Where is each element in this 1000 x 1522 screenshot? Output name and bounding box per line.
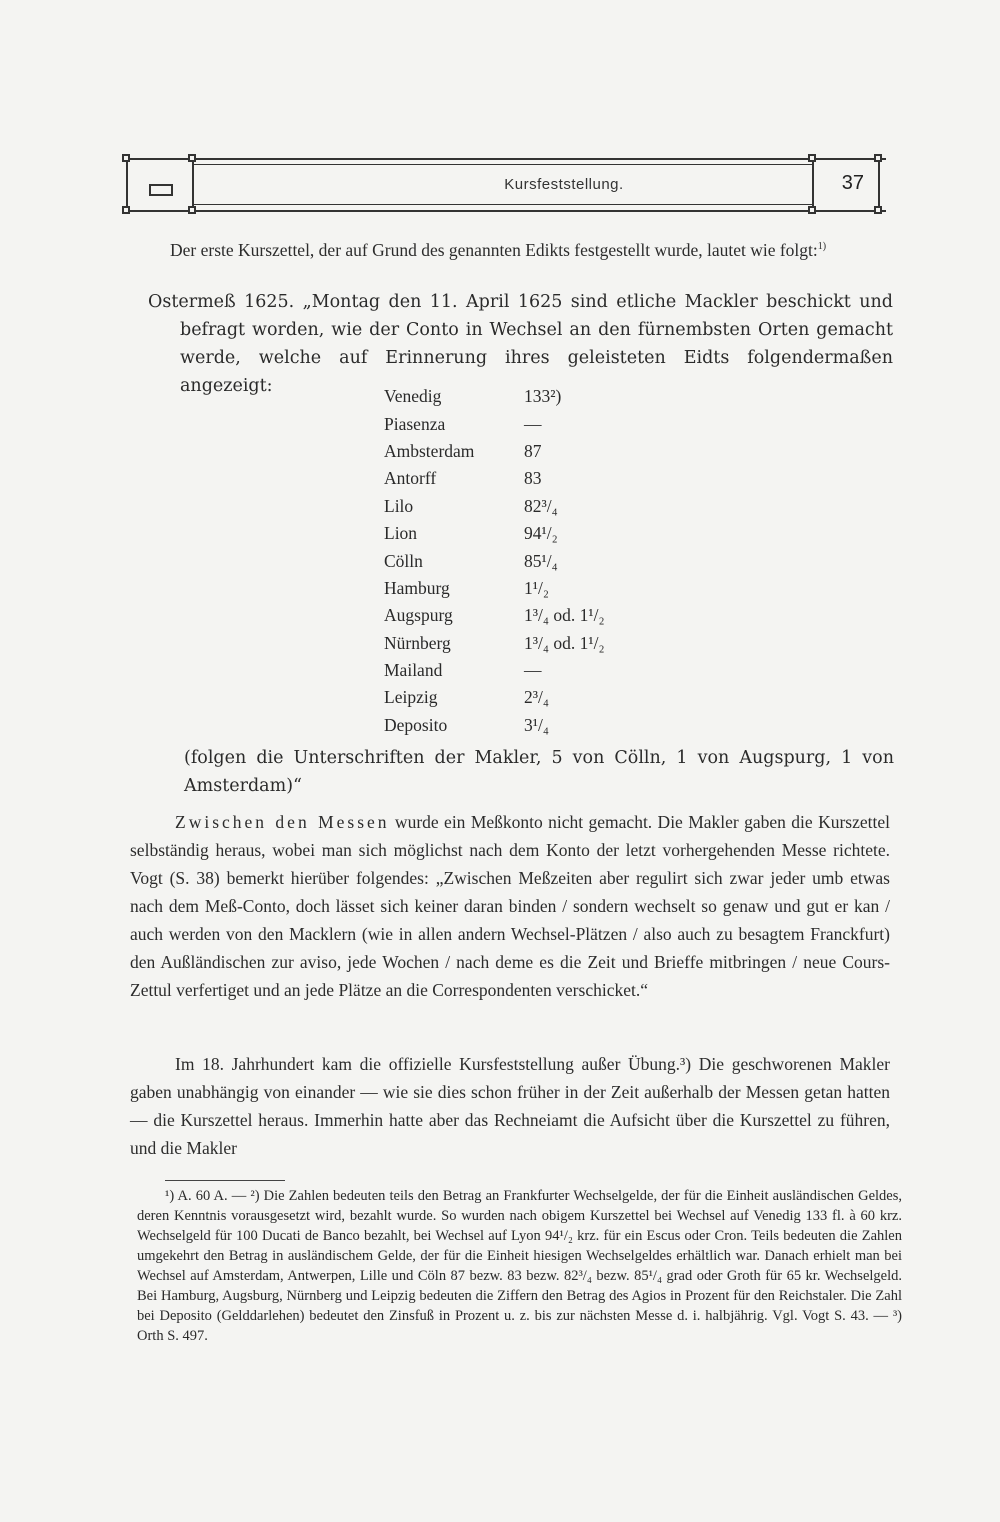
rate-value: 94¹/₂ <box>524 523 558 544</box>
page-header <box>122 154 886 216</box>
spaced-phrase: Zwischen den Messen <box>175 812 390 832</box>
table-row <box>380 493 605 520</box>
table-row <box>380 520 605 547</box>
rate-value: 1³/₄ od. 1¹/₂ <box>524 632 605 653</box>
paragraph-2-text: Im 18. Jahrhundert kam die offizielle Kursfeststellung außer Übung.³) Die geschworenen Makler gaben unabhängig von einander — wie sie dies schon früher in der Zeit außerhalb der Messen getan hatten — die Kurszettel heraus. Immerhin hatte aber das Rechneiamt die Aufsicht über die Kurszettel zu führen, und die Makler <box>130 1054 890 1158</box>
intro-text: Der erste Kurszettel, der auf Grund des genannten Edikts festgestellt wurde, lautet wie folgt: <box>170 240 818 260</box>
place-name: Antorff <box>384 468 437 489</box>
table-row <box>380 630 605 657</box>
rate-value: 83 <box>524 468 542 489</box>
table-row <box>380 575 605 602</box>
intro-paragraph <box>130 236 892 264</box>
rate-value: 87 <box>524 440 542 461</box>
signatures-text: (folgen die Unterschriften der Makler, 5 von Cölln, 1 von Augspurg, 1 von Amsterdam)“ <box>184 748 894 796</box>
rate-value: — <box>524 660 542 681</box>
place-name: Mailand <box>384 660 443 681</box>
place-name: Piasenza <box>384 413 446 434</box>
running-title: Kursfeststellung. <box>504 176 624 193</box>
table-row <box>380 684 605 711</box>
paragraph-between-fairs <box>130 808 890 1004</box>
header-ornament-icon <box>149 184 173 196</box>
rate-value: 85¹/₄ <box>524 550 558 571</box>
rate-value: 1¹/₂ <box>524 577 549 598</box>
footnote-ref-1: 1) <box>817 241 827 253</box>
table-row <box>380 547 605 574</box>
footnotes <box>137 1186 902 1346</box>
table-row <box>380 657 605 684</box>
rate-value: 2³/₄ <box>524 687 549 708</box>
exchange-rate-table <box>380 383 605 739</box>
footnote-divider <box>165 1180 285 1181</box>
paragraph-1-text: wurde ein Meßkonto nicht gemacht. Die Makler gaben die Kurszettel selbständig heraus, wobei man sich möglichst nach dem Konto der letzt vorhergehenden Messe richtete. Vogt (S. 38) bemerkt hierüber folgendes: „Zwischen Meßzeiten aber regulirt sich zwar jeder umb etwas nach dem Meß-Conto, doch lässet sich keiner daran binden / sondern wechselt so genaw und gut er kan / auch werden von den Macklern (wie in allen andern Wechsel-Plätzen / also auch zu besagtem Franckfurt) den Außländischen zur aviso, jede Wochen / nach deme es die Zeit und Brieffe mitbringen / neue Cours-Zettul verfertiget und an jede Plätze an die Correspondenten verschicket.“ <box>130 812 890 1000</box>
paragraph-18th-century <box>130 1050 890 1162</box>
rate-value: 1³/₄ od. 1¹/₂ <box>524 605 605 626</box>
table-row <box>380 410 605 437</box>
table-row <box>380 383 605 410</box>
place-name: Nürnberg <box>384 632 451 653</box>
quote-lead-text: Ostermeß 1625. „Montag den 11. April 1625 sind etliche Mackler beschickt und befragt worden, wie der Conto in Wechsel an den fürnembsten Orten gemacht werde, welche auf Erinnerung ihres geleisteten Eidts folgendermaßen angezeigt: <box>148 292 893 396</box>
page-number: 37 <box>841 172 864 194</box>
place-name: Leipzig <box>384 687 438 708</box>
rate-value: — <box>524 413 542 434</box>
place-name: Augspurg <box>384 605 453 626</box>
place-name: Ambsterdam <box>384 440 475 461</box>
table-row <box>380 438 605 465</box>
rate-value: 133²) <box>524 386 562 407</box>
place-name: Lion <box>384 523 418 544</box>
place-name: Deposito <box>384 714 448 735</box>
table-row <box>380 602 605 629</box>
table-row <box>380 465 605 492</box>
footnotes-text: ¹) A. 60 A. — ²) Die Zahlen bedeuten teils den Betrag an Frankfurter Wechselgelde, der für die Einheit ausländischen Geldes, deren Kenntnis vorausgesetzt wird, bezahlt wurde. So wurden nach obigem Kurszettel bei Wechsel auf Venedig 133 fl. à 60 krz. Wechselgeld für 100 Ducati de Banco bezahlt, bei Wechsel auf Lyon 94¹/₂ krz. für ein Escus oder Cron. Teils bedeuten die Zahlen umgekehrt den Betrag in ausländischem Gelde, der für die Einheit hiesigen Wechselgeldes erhältlich war. Danach erhielt man bei Wechsel auf Amsterdam, Antwerpen, Lille und Cöln 87 bezw. 83 bezw. 82³/₄ bezw. 85¹/₄ grad oder Groth für 65 kr. Wechselgeld. Bei Hamburg, Augsburg, Nürnberg und Leipzig bedeuten die Ziffern den Betrag des Agios in Prozent für den Reichstaler. Die Zahl bei Deposito (Gelddarlehen) bedeutet den Zinsfuß in Prozent u. z. bis zur nächsten Messe d. i. halbjährig. Vgl. Vogt S. 43. — ³) Orth S. 497. <box>137 1188 902 1344</box>
place-name: Cölln <box>384 550 423 571</box>
place-name: Venedig <box>384 386 442 407</box>
signatures-note <box>184 744 894 800</box>
table-row <box>380 712 605 739</box>
place-name: Hamburg <box>384 577 450 598</box>
place-name: Lilo <box>384 495 414 516</box>
rate-value: 3¹/₄ <box>524 714 549 735</box>
rate-value: 82³/₄ <box>524 495 558 516</box>
